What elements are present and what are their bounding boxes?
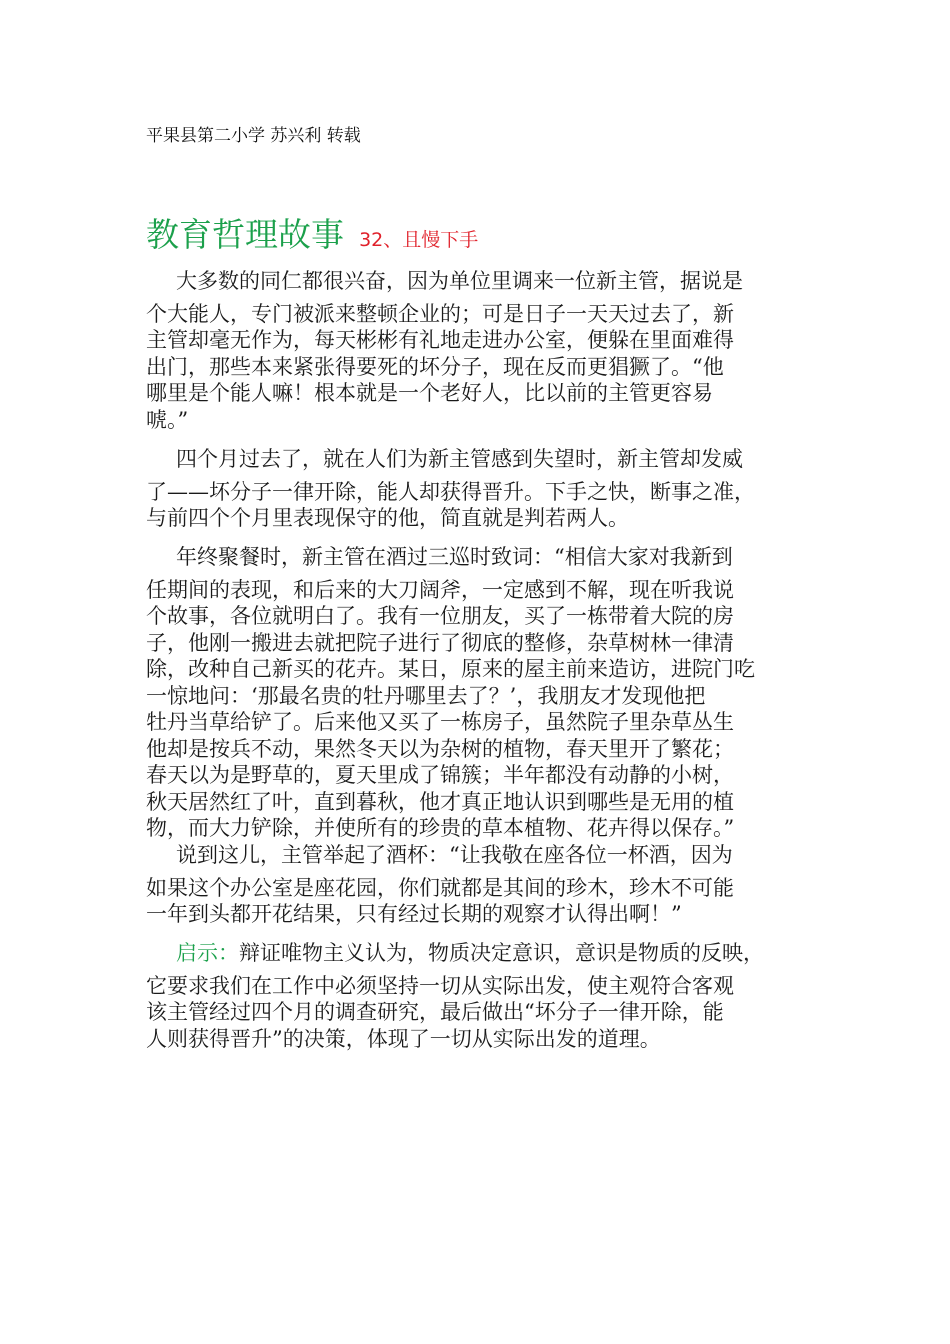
paragraph-line: 出门，那些本来紧张得要死的坏分子，现在反而更猖獗了。“他 <box>146 354 724 379</box>
paragraph-line: 秋天居然红了叶，直到暮秋，他才真正地认识到哪些是无用的植 <box>146 789 734 814</box>
insight-paragraph <box>146 940 812 1052</box>
paragraph-3 <box>146 544 812 842</box>
paragraph-line: 说到这儿，主管举起了酒杯：“让我敬在座各位一杯酒，因为 <box>176 843 733 867</box>
insight-label: 启示： <box>176 941 239 965</box>
paragraph-line: 四个月过去了，就在人们为新主管感到失望时，新主管却发威 <box>176 447 743 471</box>
paragraph-2 <box>146 446 812 532</box>
paragraph-line <box>146 940 812 967</box>
title-row <box>146 212 478 258</box>
paragraph-line: 它要求我们在工作中必须坚持一切从实际出发，使主观符合客观 <box>146 973 734 998</box>
paragraph-line: 哪里是个能人嘛！根本就是一个老好人，比以前的主管更容易 <box>146 381 713 405</box>
paragraph-line: 与前四个个月里表现保守的他，简直就是判若两人。 <box>146 506 629 530</box>
paragraph-line: 了——坏分子一律开除，能人却获得晋升。下手之快，断事之准， <box>146 479 755 504</box>
paragraph-line: 人则获得晋升”的决策，体现了一切从实际出发的道理。 <box>146 1026 661 1051</box>
paragraph-1 <box>146 268 812 433</box>
paragraph-4 <box>146 842 812 928</box>
paragraph-line: 春天以为是野草的，夏天里成了锦簇；半年都没有动静的小树， <box>146 763 734 787</box>
paragraph-line: 物，而大力铲除，并使所有的珍贵的草本植物、花卉得以保存。” <box>146 816 735 840</box>
story-subtitle: 32、且慢下手 <box>359 229 479 251</box>
paragraph-line: 该主管经过四个月的调查研究，最后做出“坏分子一律开除，能 <box>146 1000 724 1024</box>
paragraph-line: 一惊地问：‘那最名贵的牡丹哪里去了？’，我朋友才发现他把 <box>146 683 706 708</box>
paragraph-line: 唬。” <box>146 407 189 432</box>
paragraph-line: 大多数的同仁都很兴奋，因为单位里调来一位新主管，据说是 <box>176 269 743 293</box>
paragraph-line: 如果这个办公室是座花园，你们就都是其间的珍木，珍木不可能 <box>146 875 734 900</box>
insight-first-line: 辩证唯物主义认为，物质决定意识，意识是物质的反映， <box>239 941 764 965</box>
paragraph-line: 主管却毫无作为，每天彬彬有礼地走进办公室，便躲在里面难得 <box>146 328 734 352</box>
paragraph-line: 个大能人，专门被派来整顿企业的；可是日子一天天过去了，新 <box>146 301 734 326</box>
paragraph-line: 除，改种自己新买的花卉。某日，原来的屋主前来造访，进院门吃 <box>146 657 755 681</box>
paragraph-line: 一年到头都开花结果，只有经过长期的观察才认得出啊！” <box>146 902 682 926</box>
paragraph-line: 子，他刚一搬进去就把院子进行了彻底的整修，杂草树林一律清 <box>146 630 734 655</box>
paragraph-line: 个故事，各位就明白了。我有一位朋友，买了一栋带着大院的房 <box>146 604 734 628</box>
page-title: 教育哲理故事 <box>146 215 344 254</box>
paragraph-line: 年终聚餐时，新主管在酒过三巡时致词：“相信大家对我新到 <box>176 545 733 569</box>
paragraph-line: 他却是按兵不动，果然冬天以为杂树的植物，春天里开了繁花； <box>146 736 734 761</box>
source-line: 平果县第二小学 苏兴利 转载 <box>146 126 361 146</box>
paragraph-line: 牡丹当草给铲了。后来他又买了一栋房子，虽然院子里杂草丛生 <box>146 710 734 734</box>
paragraph-line: 任期间的表现，和后来的大刀阔斧，一定感到不解，现在听我说 <box>146 577 734 602</box>
